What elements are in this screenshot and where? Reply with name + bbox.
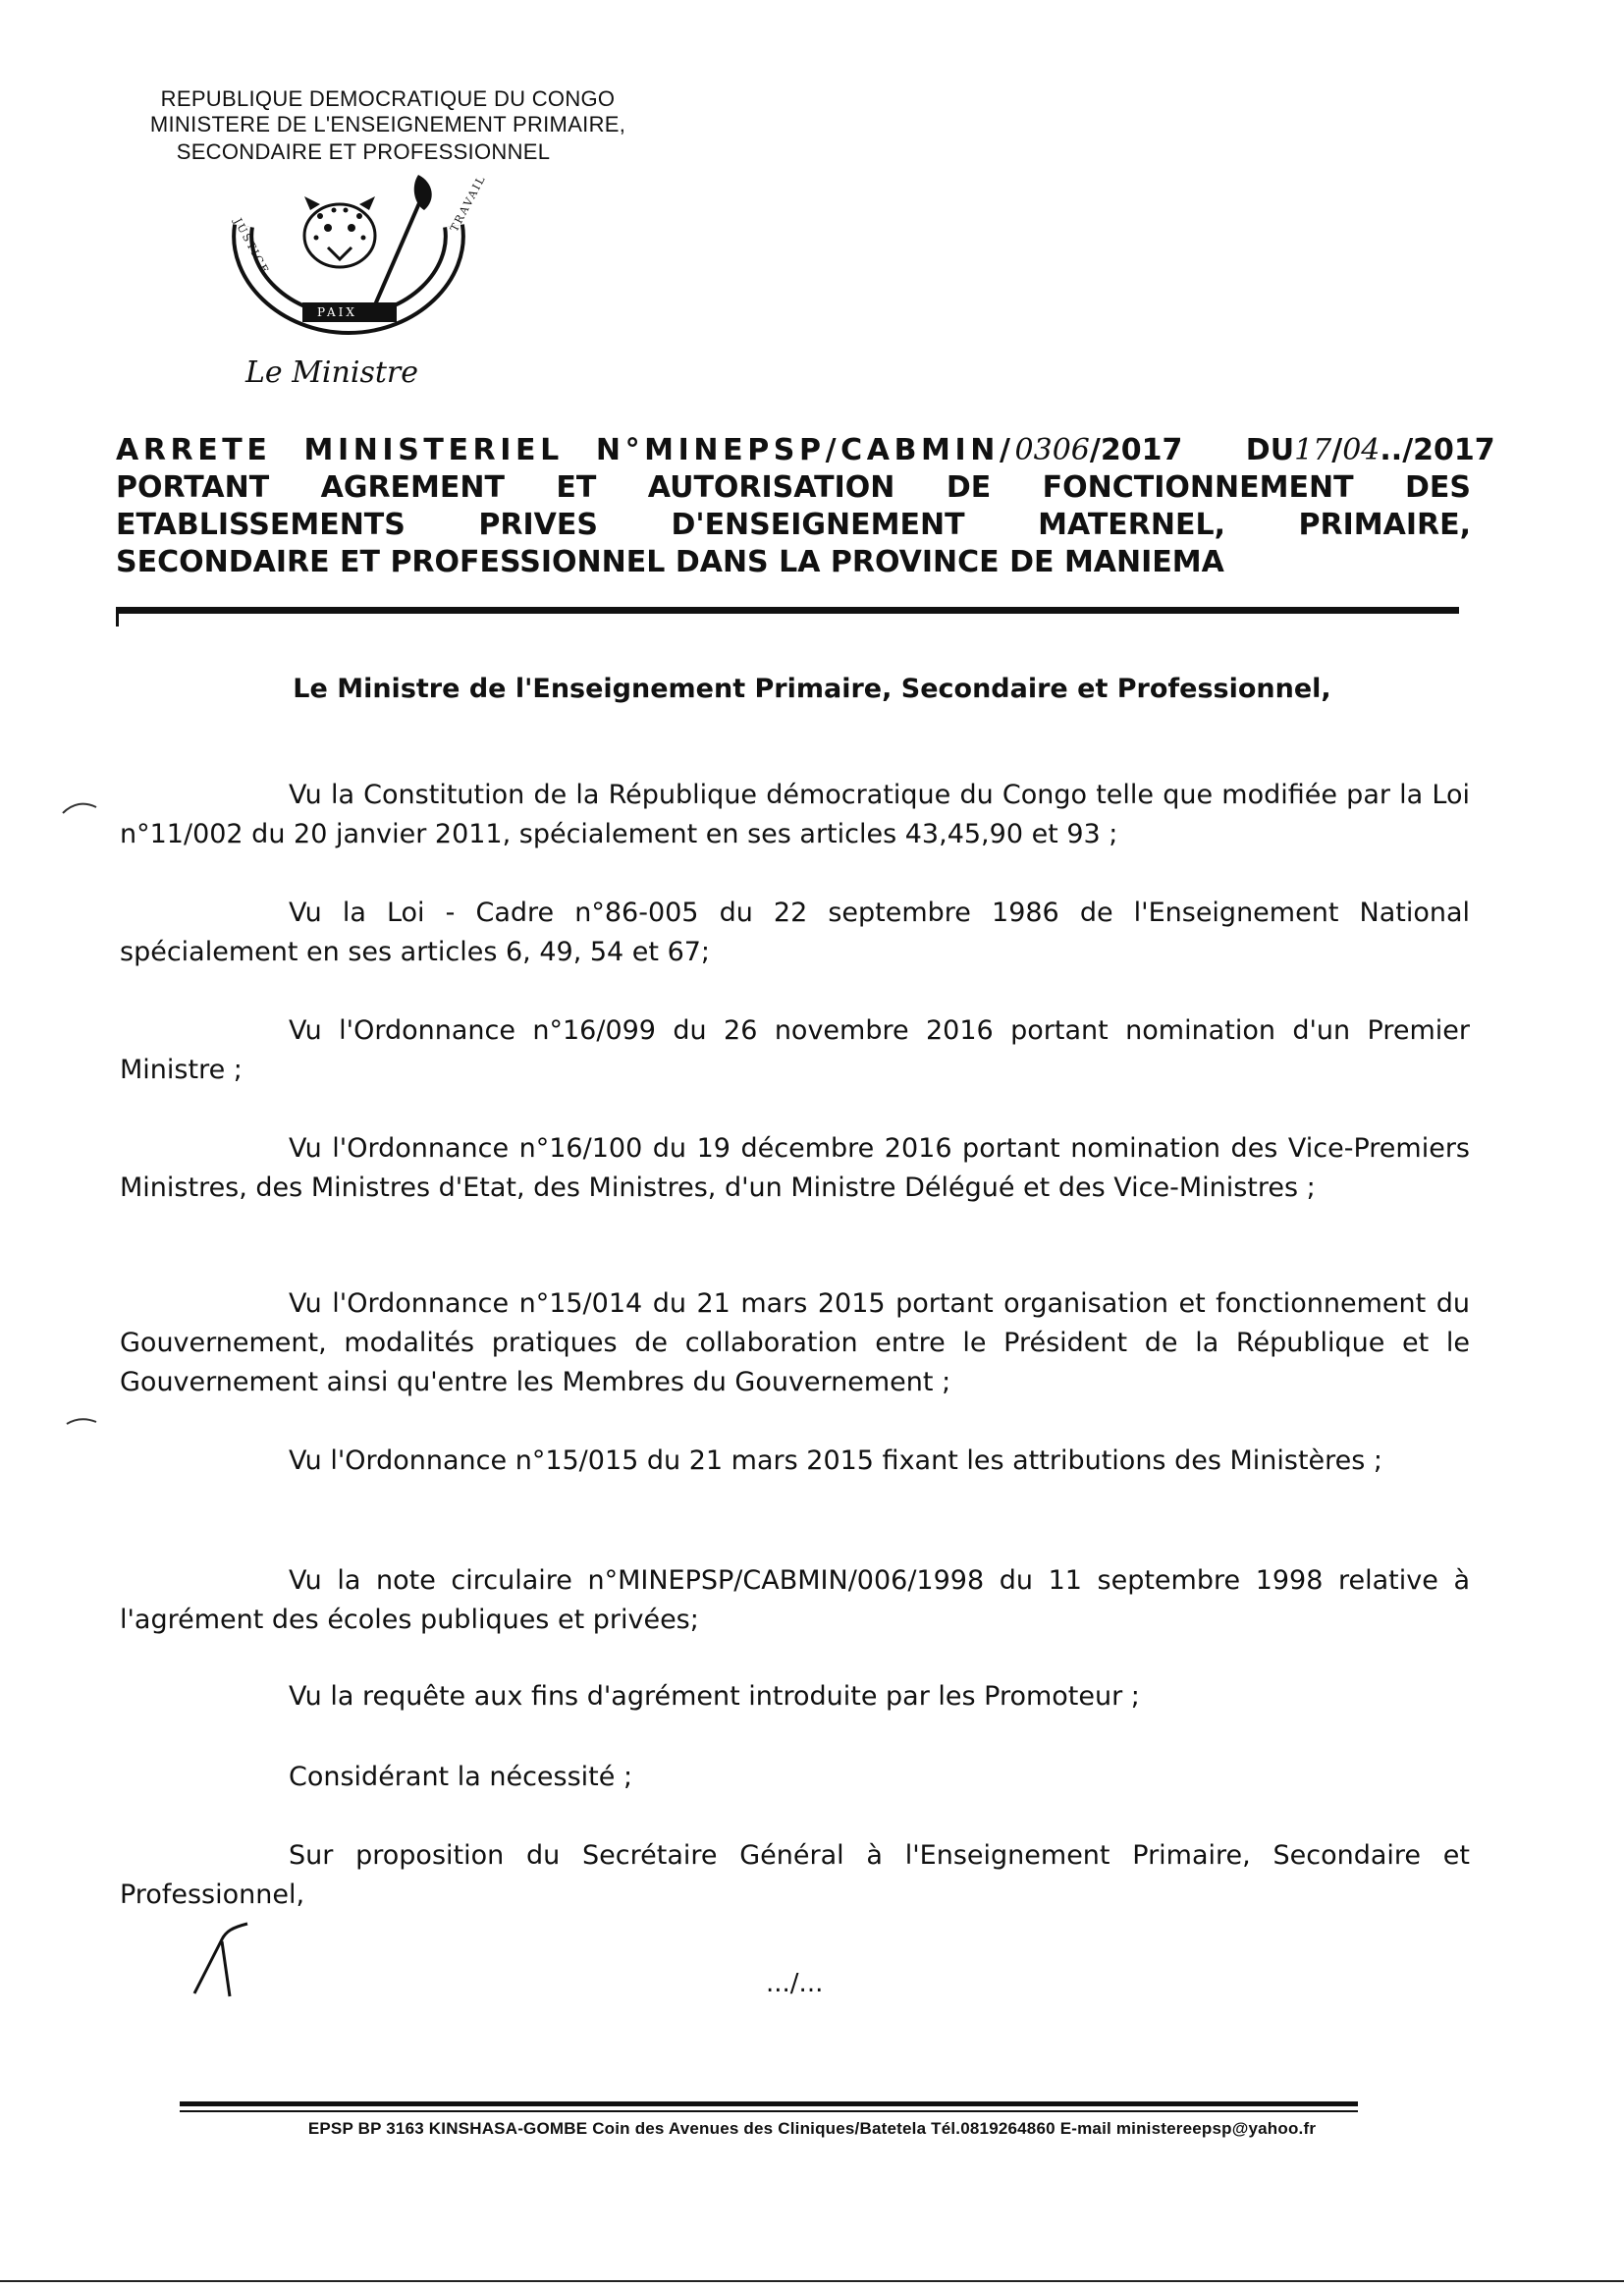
continuation-mark: .../... (766, 1969, 824, 1998)
paragraph-text: Vu la Constitution de la République démocratique du Congo telle que modifiée par la Loi n°11/002 du 20 janvier 2011, spécialement en ses articles 43,45,90 et 93 ; (120, 780, 1470, 849)
decree-title (116, 432, 1495, 581)
title-divider (116, 607, 1459, 614)
footer-divider-thin (180, 2110, 1358, 2112)
decree-title-line-1 (116, 432, 1495, 469)
title-divider-tick (116, 611, 119, 627)
paragraph-constitution (120, 776, 1470, 854)
paragraph-text: Vu la requête aux fins d'agrément introduite par les Promoteur ; (289, 1681, 1140, 1712)
decree-title-line-3: ETABLISSEMENTS PRIVES D'ENSEIGNEMENT MATERNEL, PRIMAIRE, (116, 508, 1471, 542)
signatory-title: Le Ministre (245, 355, 418, 390)
paragraph-proposition (120, 1836, 1470, 1915)
header-ministry: MINISTERE DE L'ENSEIGNEMENT PRIMAIRE, (149, 112, 626, 136)
footer-divider-thick (180, 2101, 1358, 2106)
motto-center: PAIX (317, 305, 357, 319)
paragraph-note-circulaire (120, 1561, 1470, 1640)
paragraph-ordonnance-15-015 (120, 1442, 1470, 1481)
header-ministry-cont: SECONDAIRE ET PROFESSIONNEL (176, 139, 551, 164)
minister-heading: Le Ministre de l'Enseignement Primaire, Secondaire et Professionnel, (293, 674, 1331, 704)
motto-right: TRAVAIL (448, 172, 489, 235)
paragraph-text: Sur proposition du Secrétaire Général à l'Enseignement Primaire, Secondaire et Professionnel, (120, 1840, 1470, 1910)
decree-number-prefix: ARRETE MINISTERIEL N°MINEPSP/CABMIN/ (116, 433, 1015, 467)
paragraph-considerant (120, 1758, 1470, 1797)
decree-month-handwritten: 04 (1342, 433, 1380, 467)
paragraph-ordonnance-16-100 (120, 1129, 1470, 1208)
paragraph-text: Vu l'Ordonnance n°16/099 du 26 novembre 2016 portant nomination d'un Premier Ministre ; (120, 1015, 1470, 1085)
footer-address: EPSP BP 3163 KINSHASA-GOMBE Coin des Avenues des Cliniques/Batetela Tél.0819264860 E-mail ministereepsp@yahoo.fr (307, 2119, 1317, 2138)
paragraph-ordonnance-15-014 (120, 1284, 1470, 1402)
scan-edge-line (0, 2280, 1624, 2282)
initials-mark (187, 1920, 275, 2008)
decree-title-line-4: SECONDAIRE ET PROFESSIONNEL DANS LA PROVINCE DE MANIEMA (116, 545, 1224, 579)
paragraph-text: Vu l'Ordonnance n°15/015 du 21 mars 2015 fixant les attributions des Ministères ; (289, 1445, 1383, 1476)
decree-date-year: ../2017 (1380, 433, 1495, 467)
decree-number-handwritten: 0306 (1014, 433, 1090, 467)
margin-pen-mark (65, 1414, 98, 1428)
paragraph-loi-cadre (120, 894, 1470, 972)
paragraph-text: Vu l'Ordonnance n°15/014 du 21 mars 2015 portant organisation et fonctionnement du Gouvernement, modalités pratiques de collaboration entre le Président de la République et le Gouvernement ainsi qu'entre les Membres du Gouvernement ; (120, 1288, 1470, 1397)
decree-day-handwritten: 17 (1294, 433, 1332, 467)
margin-pen-mark (61, 797, 100, 817)
decree-title-line-2: PORTANT AGREMENT ET AUTORISATION DE FONCTIONNEMENT DES (116, 470, 1471, 505)
paragraph-text: Vu la note circulaire n°MINEPSP/CABMIN/006/1998 du 11 septembre 1998 relative à l'agrément des écoles publiques et privées; (120, 1565, 1470, 1635)
paragraph-ordonnance-16-099 (120, 1011, 1470, 1090)
paragraph-text: Vu la Loi - Cadre n°86-005 du 22 septembre 1986 de l'Enseignement National spécialement en ses articles 6, 49, 54 et 67; (120, 898, 1470, 967)
decree-date-du: DU (1245, 433, 1295, 467)
paragraph-text: Vu l'Ordonnance n°16/100 du 19 décembre 2016 portant nomination des Vice-Premiers Ministres, des Ministres d'Etat, des Ministres, d'un Ministre Délégué et des Vice-Ministres ; (120, 1133, 1470, 1203)
decree-date-separator: / (1331, 433, 1343, 467)
motto-left: JUSTICE (231, 216, 272, 278)
paragraph-text: Considérant la nécessité ; (289, 1762, 633, 1792)
decree-year: /2017 (1089, 433, 1183, 467)
header-republic: REPUBLIQUE DEMOCRATIQUE DU CONGO (160, 86, 616, 111)
paragraph-requete (120, 1677, 1470, 1717)
